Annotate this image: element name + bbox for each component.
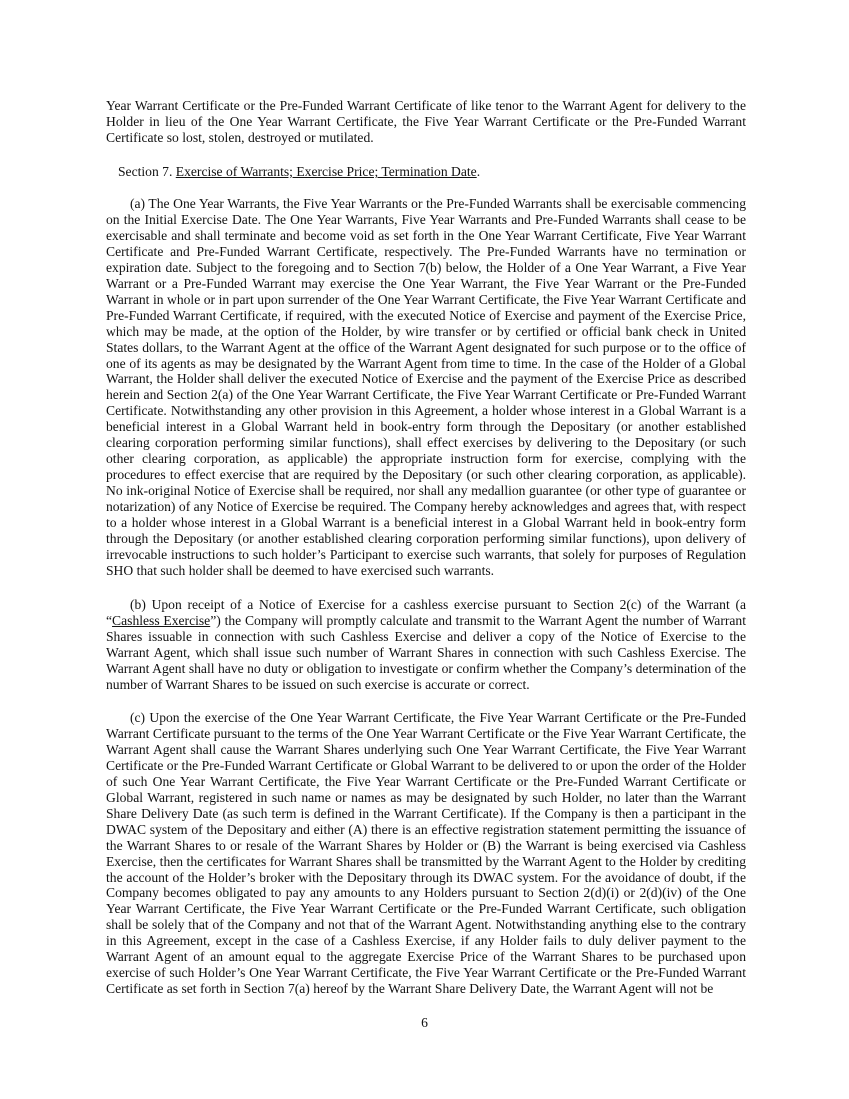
section-prefix: Section 7. <box>118 164 176 179</box>
intro-paragraph-block <box>106 98 746 146</box>
paragraph-c-block <box>106 710 746 997</box>
paragraph-a: (a) The One Year Warrants, the Five Year Warrants or the Pre-Funded Warrants shall be exercisable commencing on the Initial Exercise Date. The One Year Warrants, Five Year Warrants and Pre-Funded Warrants shall cease to be exercisable and shall terminate and become void as set forth in the One Year Warrant Certificate, Five Year Warrant Certificate and Pre-Funded Warrant Certificate, respectively. The Pre-Funded Warrants have no termination or expiration date. Subject to the foregoing and to Section 7(b) below, the Holder of a One Year Warrant, a Five Year Warrant or a Pre-Funded Warrant may exercise the One Year Warrant, the Five Year Warrant or the Pre-Funded Warrant in whole or in part upon surrender of the One Year Warrant Certificate, the Five Year Warrant Certificate and Pre-Funded Warrant Certificate, if required, with the executed Notice of Exercise and payment of the Exercise Price, which may be made, at the option of the Holder, by wire transfer or by certified or official bank check in United States dollars, to the Warrant Agent at the office of the Warrant Agent designated for such purpose or to the office of one of its agents as may be designated by the Warrant Agent from time to time. In the case of the Holder of a Global Warrant, the Holder shall deliver the executed Notice of Exercise and the payment of the Exercise Price as described herein and Section 2(a) of the One Year Warrant Certificate, the Five Year Warrant Certificate or Pre-Funded Warrant Certificate. Notwithstanding any other provision in this Agreement, a holder whose interest in a Global Warrant is a beneficial interest in a Global Warrant held in book-entry form through the Depositary (or another established clearing corporation performing similar functions), shall effect exercises by delivering to the Depositary (or such other clearing corporation, as applicable) the appropriate instruction form for exercise, complying with the procedures to effect exercise that are required by the Depositary (or such other clearing corporation, as applicable). No ink-original Notice of Exercise shall be required, nor shall any medallion guarantee (or other type of guarantee or notarization) of any Notice of Exercise be required. The Company hereby acknowledges and agrees that, with respect to a holder whose interest in a Global Warrant is a beneficial interest in a Global Warrant held in book-entry form through the Depositary (or another established clearing corporation performing similar functions), upon delivery of irrevocable instructions to such holder’s Participant to exercise such warrants, that solely for purposes of Regulation SHO that such holder shall be deemed to have exercised such warrants. <box>106 196 746 578</box>
paragraph-a-block <box>106 196 746 579</box>
page-number: 6 <box>421 1015 428 1030</box>
section-heading-block <box>106 164 746 180</box>
paragraph-c: (c) Upon the exercise of the One Year Warrant Certificate, the Five Year Warrant Certificate or the Pre-Funded Warrant Certificate pursuant to the terms of the One Year Warrant Certificate or the Five Year Warrant Certificate, the Warrant Agent shall cause the Warrant Shares underlying such One Year Warrant Certificate, the Five Year Warrant Certificate or the Pre-Funded Warrant Certificate or Global Warrant to be delivered to or upon the order of the Holder of such One Year Warrant Certificate, the Five Year Warrant Certificate or the Pre-Funded Warrant Certificate or Global Warrant, registered in such name or names as may be designated by such Holder, no later than the Warrant Share Delivery Date (as such term is defined in the Warrant Certificate). If the Company is then a participant in the DWAC system of the Depositary and either (A) there is an effective registration statement permitting the issuance of the Warrant Shares to or resale of the Warrant Shares by Holder or (B) the Warrant is being exercised via Cashless Exercise, then the certificates for Warrant Shares shall be transmitted by the Warrant Agent to the Holder by crediting the account of the Holder’s broker with the Depositary through its DWAC system. For the avoidance of doubt, if the Company becomes obligated to pay any amounts to any Holders pursuant to Section 2(d)(i) or 2(d)(iv) of the One Year Warrant Certificate, the Five Year Warrant Certificate or the Pre-Funded Warrant Certificate, such obligation shall be solely that of the Company and not that of the Warrant Agent. Notwithstanding anything else to the contrary in this Agreement, except in the case of a Cashless Exercise, if any Holder fails to duly deliver payment to the Warrant Agent of an amount equal to the aggregate Exercise Price of the Warrant Shares to be purchased upon exercise of such Holder’s One Year Warrant Certificate, the Five Year Warrant Certificate or the Pre-Funded Warrant Certificate as set forth in Section 7(a) hereof by the Warrant Share Delivery Date, the Warrant Agent will not be <box>106 710 746 997</box>
paragraph-b-rest: ”) the Company will promptly calculate and transmit to the Warrant Agent the number of Warrant Shares issuable in connection with such Cashless Exercise and deliver a copy of the Notice of Exercise to the Warrant Agent, which shall issue such number of Warrant Shares in connection with such Cashless Exercise. The Warrant Agent shall have no duty or obligation to investigate or confirm whether the Company’s determination of the number of Warrant Shares to be issued on such exercise is accurate or correct. <box>106 612 746 692</box>
section-title: Exercise of Warrants; Exercise Price; Termination Date <box>175 164 477 179</box>
section-suffix: . <box>476 164 481 179</box>
paragraph-b-start: (b) Upon receipt of a Notice of Exercise for a cashless exercise pursuant to Section 2(c) of the Warrant (a “ <box>106 597 746 628</box>
section-heading <box>106 164 746 180</box>
paragraph-b <box>106 597 746 693</box>
paragraph-b-block <box>106 597 746 693</box>
intro-paragraph: Year Warrant Certificate or the Pre-Funded Warrant Certificate of like tenor to the Warrant Agent for delivery to the Holder in lieu of the One Year Warrant Certificate, the Five Year Warrant Certificate or the Pre-Funded Warrant Certificate so lost, stolen, destroyed or mutilated. <box>106 98 746 145</box>
defined-term-cashless-exercise: Cashless Exercise <box>112 612 211 628</box>
